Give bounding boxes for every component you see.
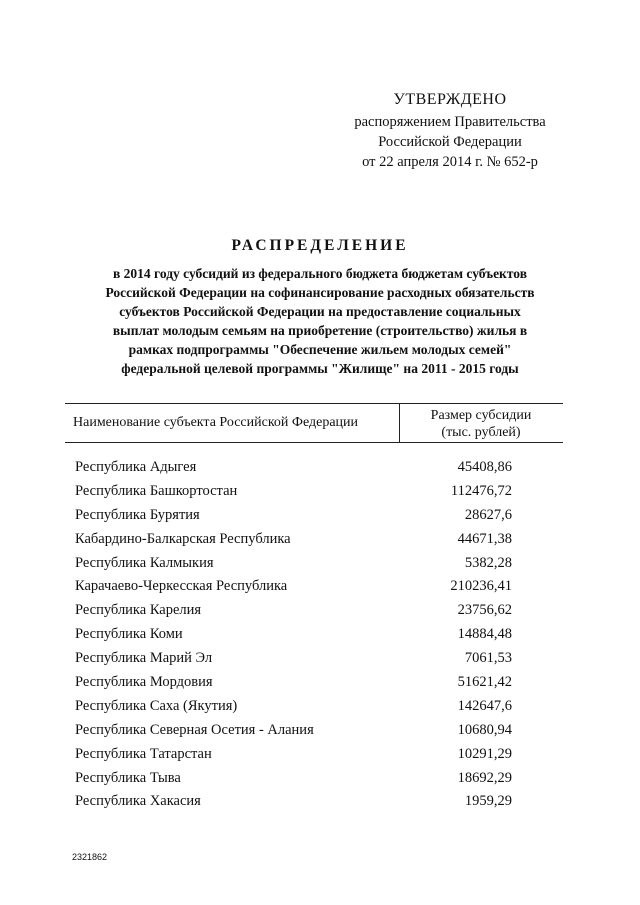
table-row <box>75 743 555 767</box>
approval-line-3: от 22 апреля 2014 г. № 652-р <box>362 154 538 170</box>
region-name: Республика Марий Эл <box>75 650 213 667</box>
region-name: Республика Хакасия <box>75 793 201 810</box>
table-row <box>75 790 555 814</box>
column-header-size <box>399 407 563 441</box>
column-header-name: Наименование субъекта Российской Федерации <box>73 415 359 430</box>
table-body <box>75 456 555 814</box>
region-name: Республика Карелия <box>75 602 202 619</box>
subtitle-line: рамках подпрограммы "Обеспечение жильем молодых семей" <box>128 342 512 357</box>
table-row <box>75 552 555 576</box>
region-name: Республика Коми <box>75 626 183 643</box>
region-name: Республика Адыгея <box>75 459 197 475</box>
region-name: Кабардино-Балкарская Республика <box>75 530 291 547</box>
subsidy-value: 210236,41 <box>450 578 512 595</box>
subtitle-line: федеральной целевой программы "Жилище" на 2011 - 2015 годы <box>121 361 519 376</box>
approval-heading: УТВЕРЖДЕНО <box>393 91 507 108</box>
table-header <box>65 403 563 443</box>
region-name: Республика Северная Осетия - Алания <box>75 721 314 738</box>
table-row <box>75 719 555 743</box>
table-row <box>75 575 555 599</box>
subsidy-value: 23756,62 <box>457 602 512 619</box>
subsidy-value: 10680,94 <box>457 721 512 738</box>
table-row <box>75 647 555 671</box>
subsidy-value: 14884,48 <box>457 626 512 643</box>
region-name: Республика Бурятия <box>75 506 200 523</box>
subtitle-line: в 2014 году субсидий из федерального бюджета бюджетам субъектов <box>113 266 527 281</box>
subsidy-value: 51621,42 <box>457 674 512 691</box>
subsidy-value: 45408,86 <box>457 459 512 475</box>
subsidy-value: 28627,6 <box>464 506 512 523</box>
table-row <box>75 767 555 791</box>
subsidy-value: 44671,38 <box>457 530 512 547</box>
subsidy-value: 5382,28 <box>464 554 512 571</box>
table-row <box>75 623 555 647</box>
approval-line-1: распоряжением Правительства <box>354 114 546 130</box>
table-row <box>75 695 555 719</box>
document-title: РАСПРЕДЕЛЕНИЕ <box>231 237 409 254</box>
region-name: Карачаево-Черкесская Республика <box>75 578 288 595</box>
region-name: Республика Мордовия <box>75 674 213 691</box>
document-number: 2321862 <box>72 852 108 862</box>
subsidy-value: 7061,53 <box>464 650 512 667</box>
table-row <box>75 480 555 504</box>
subsidy-value: 142647,6 <box>457 697 512 714</box>
document-subtitle <box>60 264 580 378</box>
region-name: Республика Башкортостан <box>75 482 238 499</box>
table-row <box>75 528 555 552</box>
region-name: Республика Калмыкия <box>75 554 214 571</box>
table-row <box>75 504 555 528</box>
column-header-size-line1: Размер субсидии <box>430 408 532 423</box>
subsidy-value: 112476,72 <box>450 482 512 499</box>
table-row <box>75 671 555 695</box>
subtitle-line: Российской Федерации на софинансирование расходных обязательств <box>105 285 535 300</box>
subtitle-line: субъектов Российской Федерации на предоставление социальных <box>119 304 521 319</box>
table-row <box>75 456 555 480</box>
column-header-size-line2: (тыс. рублей) <box>441 425 521 440</box>
approval-line-2: Российской Федерации <box>378 134 522 150</box>
table-row <box>75 599 555 623</box>
subsidy-value: 1959,29 <box>464 793 512 810</box>
region-name: Республика Тыва <box>75 769 181 786</box>
subsidy-value: 10291,29 <box>457 745 512 762</box>
subtitle-line: выплат молодым семьям на приобретение (строительство) жилья в <box>112 323 528 338</box>
region-name: Республика Татарстан <box>75 745 212 762</box>
subsidy-value: 18692,29 <box>457 769 512 786</box>
region-name: Республика Саха (Якутия) <box>75 697 238 714</box>
approval-block <box>330 90 570 172</box>
